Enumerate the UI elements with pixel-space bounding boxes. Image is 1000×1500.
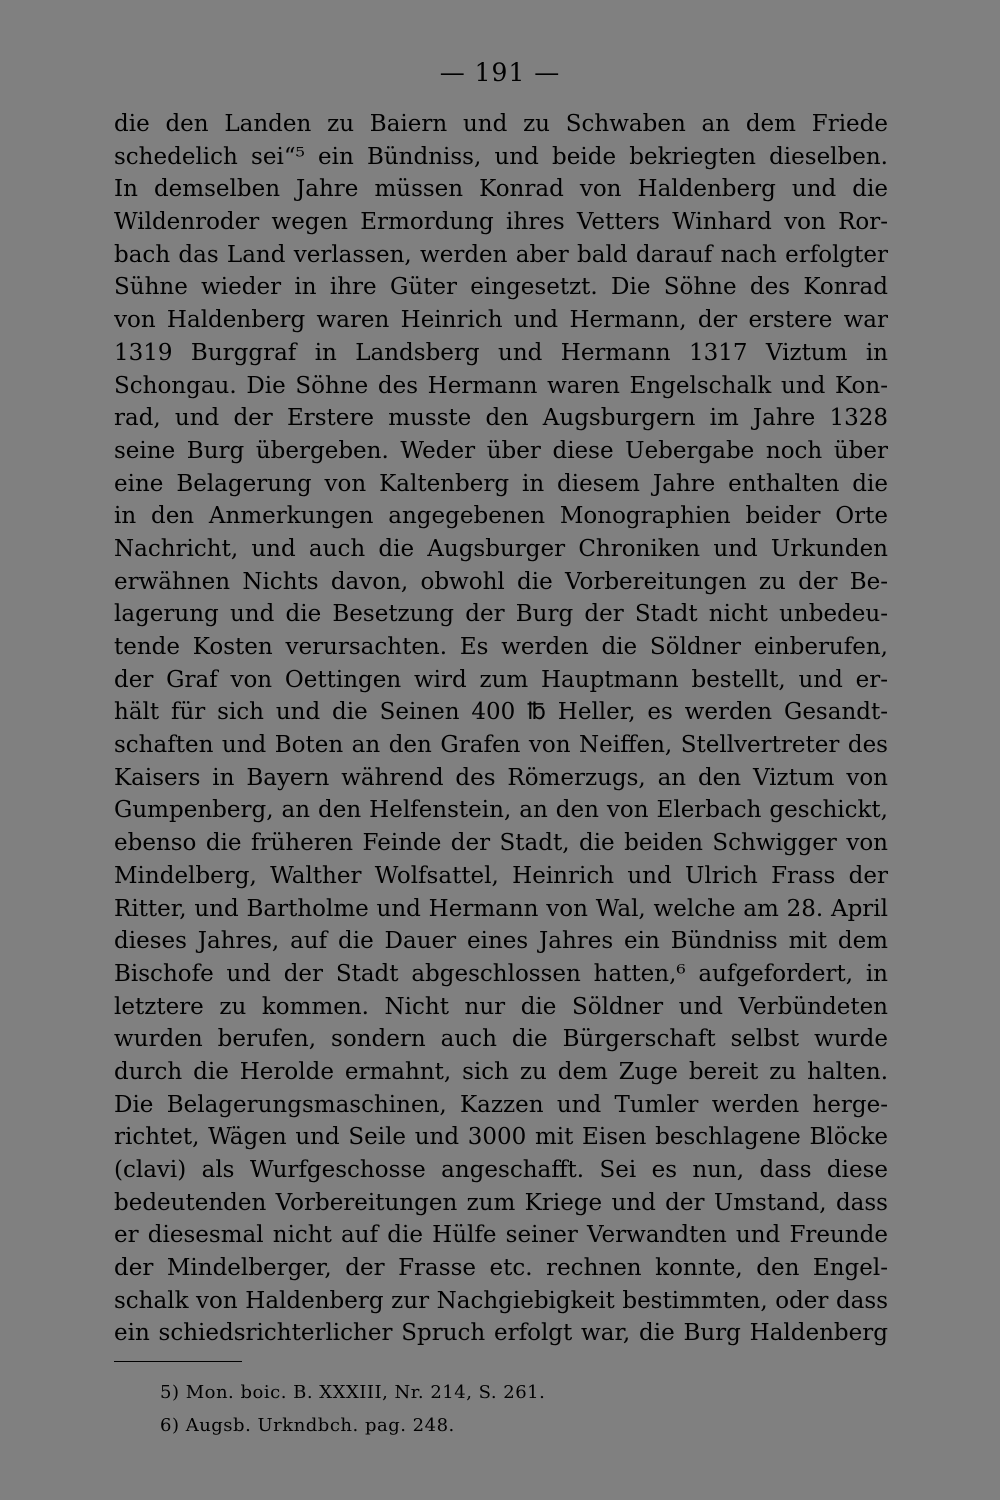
text-line: Wildenroder wegen Ermordung ihres Vetters Winhard von Ror- — [114, 209, 888, 236]
text-line: der Mindelberger, der Frasse etc. rechnen konnte, den Engel- — [114, 1255, 888, 1282]
text-line: schedelich sei“⁵ ein Bündniss, und beide bekriegten dieselben. — [114, 143, 888, 170]
footnote-divider — [114, 1361, 242, 1362]
page-number: — 191 — — [439, 58, 561, 87]
footnotes — [160, 1376, 880, 1442]
text-line: dieses Jahres, auf die Dauer eines Jahres ein Bündniss mit dem — [114, 928, 888, 955]
footnote: 5) Mon. boic. B. XXXIII, Nr. 214, S. 261. — [160, 1382, 546, 1403]
text-line: bach das Land verlassen, werden aber bald darauf nach erfolgter — [114, 241, 888, 268]
text-line: Die Belagerungsmaschinen, Kazzen und Tumler werden herge- — [114, 1091, 888, 1118]
text-line: In demselben Jahre müssen Konrad von Haldenberg und die — [114, 176, 888, 203]
text-line: bedeutenden Vorbereitungen zum Kriege und der Umstand, dass — [114, 1189, 888, 1216]
text-line: die den Landen zu Baiern und zu Schwaben an dem Friede — [114, 111, 888, 137]
text-line: eine Belagerung von Kaltenberg in diesem Jahre enthalten die — [114, 470, 888, 497]
text-line: Nachricht, und auch die Augsburger Chroniken und Urkunden — [114, 535, 888, 562]
text-line: Sühne wieder in ihre Güter eingesetzt. Die Söhne des Konrad — [114, 274, 888, 301]
text-line: (clavi) als Wurfgeschosse angeschafft. Sei es nun, dass diese — [114, 1157, 888, 1183]
text-line: erwähnen Nichts davon, obwohl die Vorbereitungen zu der Be- — [114, 568, 888, 595]
text-line: durch die Herolde ermahnt, sich zu dem Zuge bereit zu halten. — [114, 1058, 888, 1085]
text-line: ein schiedsrichterlicher Spruch erfolgt war, die Burg Haldenberg — [114, 1320, 888, 1347]
body-text — [114, 108, 888, 1350]
text-line: Mindelberg, Walther Wolfsattel, Heinrich und Ulrich Frass der — [114, 862, 888, 889]
text-line: er diesesmal nicht auf die Hülfe seiner Verwandten und Freunde — [114, 1222, 888, 1249]
text-line: Ritter, und Bartholme und Hermann von Wal, welche am 28. April — [114, 895, 888, 922]
text-line: Bischofe und der Stadt abgeschlossen hatten,⁶ aufgefordert, in — [114, 960, 888, 987]
text-line: 1319 Burggraf in Landsberg und Hermann 1317 Viztum in — [114, 339, 888, 366]
text-line: hält für sich und die Seinen 400 ℔ Heller, es werden Gesandt- — [114, 699, 888, 726]
text-line: lagerung und die Besetzung der Burg der Stadt nicht unbedeu- — [114, 601, 888, 628]
text-line: rad, und der Erstere musste den Augsburgern im Jahre 1328 — [114, 405, 888, 432]
text-line: ebenso die früheren Feinde der Stadt, die beiden Schwigger von — [114, 830, 888, 857]
text-line: richtet, Wägen und Seile und 3000 mit Eisen beschlagene Blöcke — [114, 1124, 888, 1151]
footnote: 6) Augsb. Urkndbch. pag. 248. — [160, 1415, 455, 1436]
text-line: Kaisers in Bayern während des Römerzugs, an den Viztum von — [114, 764, 888, 791]
text-line: seine Burg übergeben. Weder über diese Uebergabe noch über — [114, 437, 888, 464]
text-line: schaften und Boten an den Grafen von Neiffen, Stellvertreter des — [114, 732, 888, 759]
text-line: Schongau. Die Söhne des Hermann waren Engelschalk und Kon- — [114, 372, 888, 399]
text-line: von Haldenberg waren Heinrich und Hermann, der erstere war — [114, 307, 888, 334]
text-line: letztere zu kommen. Nicht nur die Söldner und Verbündeten — [114, 993, 888, 1020]
text-line: tende Kosten verursachten. Es werden die Söldner einberufen, — [114, 634, 888, 660]
text-line: wurden berufen, sondern auch die Bürgerschaft selbst wurde — [114, 1026, 888, 1053]
text-line: Gumpenberg, an den Helfenstein, an den von Elerbach geschickt, — [114, 797, 888, 824]
text-line: schalk von Haldenberg zur Nachgiebigkeit bestimmten, oder dass — [114, 1287, 888, 1314]
text-line: in den Anmerkungen angegebenen Monographien beider Orte — [114, 503, 888, 530]
text-line: der Graf von Oettingen wird zum Hauptmann bestellt, und er- — [114, 666, 888, 693]
